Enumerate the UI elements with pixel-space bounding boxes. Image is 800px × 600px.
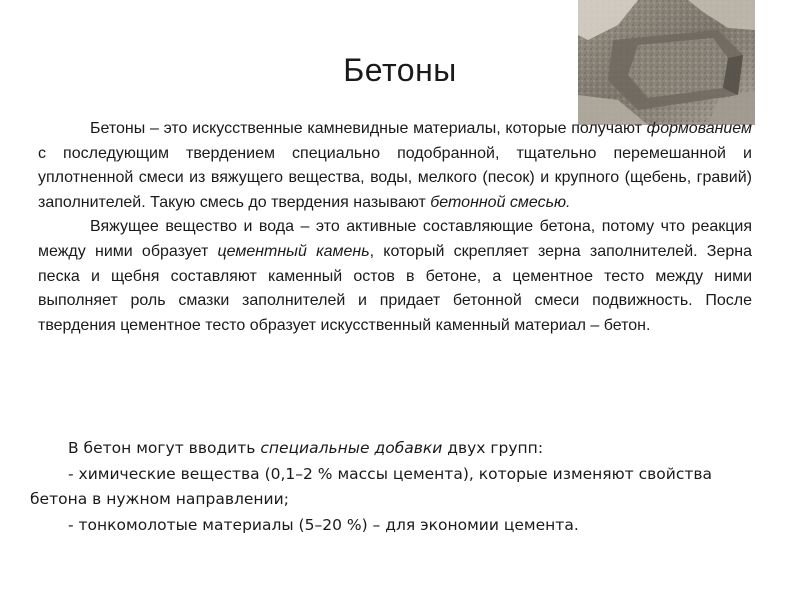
body-text — [38, 117, 752, 338]
additives-section — [30, 436, 770, 538]
additives-intro — [30, 436, 770, 462]
additives-item-fine-ground: - тонкомолотые материалы (5–20 %) – для экономии цемента. — [68, 515, 579, 534]
term-special-additives: специальные добавки — [260, 439, 443, 457]
additives-item-chemical: - химические вещества (0,1–2 % массы цемента), которые изменяют свойства бетона в нужном направлении; — [30, 464, 713, 508]
paragraph-definition — [38, 117, 752, 215]
paragraph-text: Бетоны – это искусственные камневидные материалы, которые получают — [90, 120, 647, 137]
page-title: Бетоны — [343, 52, 457, 88]
term-forming: формованием — [646, 120, 752, 137]
paragraph-text: Вяжущее вещество и вода – это активные составляющие бетона, потому что реакция между ними образует — [38, 218, 752, 260]
paragraph-text: , который скрепляет зерна заполнителей. Зерна песка и щебня составляют каменный остов в бетоне, а цементное тесто между ними выполняет роль смазки заполнителей и придает бетонной смеси подвижность. После твердения цементное тесто образует искусственный каменный материал – бетон. — [38, 242, 753, 334]
paragraph-text: В бетон могут вводить — [68, 439, 261, 457]
term-concrete-mix: бетонной смесью. — [430, 193, 571, 211]
paragraph-binder — [38, 215, 752, 338]
paragraph-text: двух групп: — [442, 439, 544, 457]
term-cement-stone: цементный камень — [217, 242, 370, 260]
paragraph-text: с последующим твердением специально подобранной, тщательно перемешанной и уплотненной смеси из вяжущего вещества, воды, мелкого (песок) и крупного (щебень, гравий) заполнителей. Такую смесь до твердения называют — [38, 144, 752, 211]
